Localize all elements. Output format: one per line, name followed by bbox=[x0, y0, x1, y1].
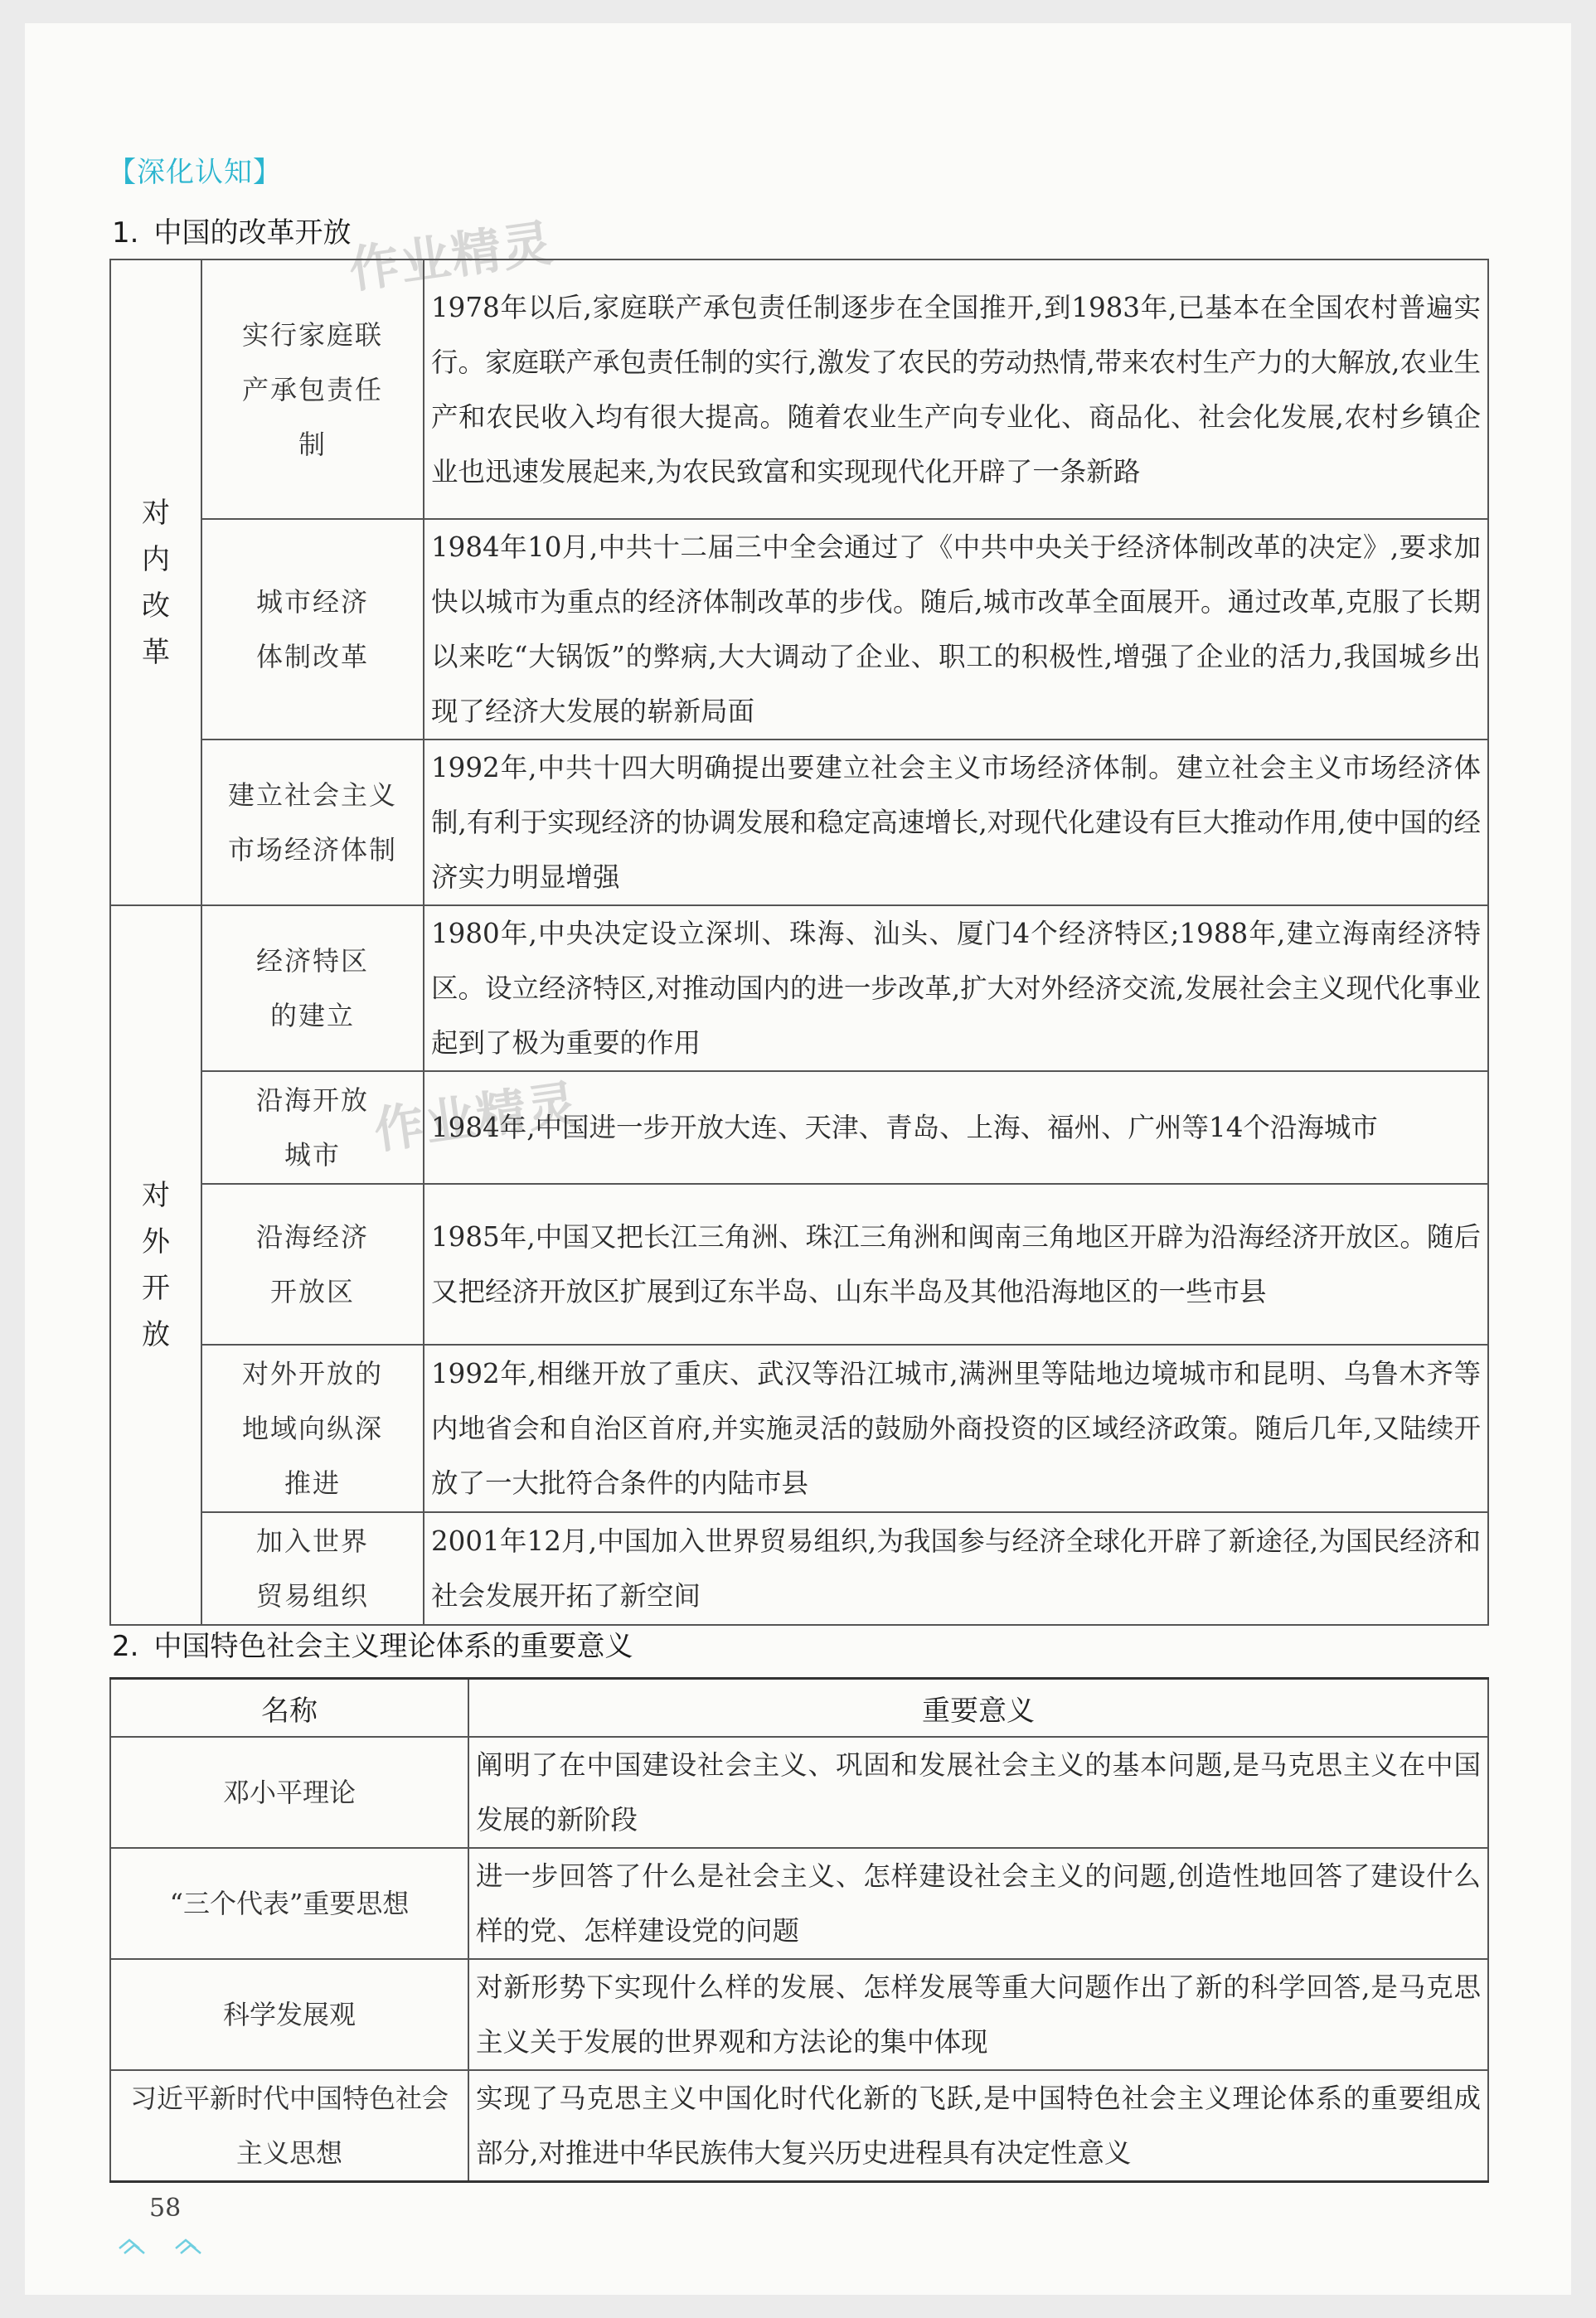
row-text: 1992年,中共十四大明确提出要建立社会主义市场经济体制。建立社会主义市场经济体制,有利于实现经济的协调发展和稳定高速增长,对现代化建设有巨大推动作用,使中国的经济实力明显增强 bbox=[424, 740, 1488, 905]
row-label: 对外开放的地域向纵深推进 bbox=[201, 1345, 424, 1512]
theory-significance-table bbox=[109, 1677, 1489, 2183]
theory-meaning: 对新形势下实现什么样的发展、怎样发展等重大问题作出了新的科学回答,是马克思主义关于发展的世界观和方法论的集中体现 bbox=[468, 1959, 1488, 2070]
column-header-name: 名称 bbox=[110, 1679, 468, 1738]
row-text: 1985年,中国又把长江三角洲、珠江三角洲和闽南三角地区开辟为沿海经济开放区。随后又把经济开放区扩展到辽东半岛、山东半岛及其他沿海地区的一些市县 bbox=[424, 1184, 1488, 1345]
section2-heading bbox=[112, 1623, 633, 1664]
theory-name: 习近平新时代中国特色社会主义思想 bbox=[110, 2070, 468, 2182]
table-row bbox=[110, 1071, 1488, 1184]
row-label: 经济特区的建立 bbox=[201, 905, 424, 1071]
table-row bbox=[110, 740, 1488, 905]
category-cell: 对外开放 bbox=[110, 905, 201, 1625]
section2-number: 2. bbox=[112, 1630, 139, 1663]
row-text: 2001年12月,中国加入世界贸易组织,为我国参与经济全球化开辟了新途径,为国民经济和社会发展开拓了新空间 bbox=[424, 1512, 1488, 1625]
page-number: 58 bbox=[149, 2194, 182, 2223]
table-row bbox=[110, 1737, 1488, 1848]
section1-heading bbox=[112, 210, 351, 250]
table-row bbox=[110, 2070, 1488, 2182]
reform-opening-table bbox=[109, 259, 1489, 1626]
row-label: 城市经济体制改革 bbox=[201, 519, 424, 740]
section-tag: 【深化认知】 bbox=[108, 156, 282, 189]
section1-number: 1. bbox=[112, 216, 139, 250]
theory-meaning: 进一步回答了什么是社会主义、怎样建设社会主义的问题,创造性地回答了建设什么样的党、怎样建设党的问题 bbox=[468, 1848, 1488, 1959]
row-label: 沿海开放城市 bbox=[201, 1071, 424, 1184]
row-label: 加入世界贸易组织 bbox=[201, 1512, 424, 1625]
theory-name: “三个代表”重要思想 bbox=[110, 1848, 468, 1959]
row-text: 1984年10月,中共十二届三中全会通过了《中共中央关于经济体制改革的决定》,要求加快以城市为重点的经济体制改革的步伐。随后,城市改革全面展开。通过改革,克服了长期以来吃“大锅饭”的弊病,大大调动了企业、职工的积极性,增强了企业的活力,我国城乡出现了经济大发展的崭新局面 bbox=[424, 519, 1488, 740]
table-row bbox=[110, 1512, 1488, 1625]
row-label: 建立社会主义市场经济体制 bbox=[201, 740, 424, 905]
theory-meaning: 实现了马克思主义中国化时代化新的飞跃,是中国特色社会主义理论体系的重要组成部分,对推进中华民族伟大复兴历史进程具有决定性意义 bbox=[468, 2070, 1488, 2182]
row-label: 沿海经济开放区 bbox=[201, 1184, 424, 1345]
section1-title: 中国的改革开放 bbox=[153, 216, 352, 250]
row-text: 1980年,中央决定设立深圳、珠海、汕头、厦门4个经济特区;1988年,建立海南经济特区。设立经济特区,对推动国内的进一步改革,扩大对外经济交流,发展社会主义现代化事业起到了极为重要的作用 bbox=[424, 905, 1488, 1071]
table-row bbox=[110, 1345, 1488, 1512]
table-row bbox=[110, 1848, 1488, 1959]
category-cell: 对内改革 bbox=[110, 259, 201, 905]
table-header-row bbox=[110, 1679, 1488, 1738]
row-text: 1992年,相继开放了重庆、武汉等沿江城市,满洲里等陆地边境城市和昆明、乌鲁木齐等内地省会和自治区首府,并实施灵活的鼓励外商投资的区域经济政策。随后几年,又陆续开放了一大批符合条件的内陆市县 bbox=[424, 1345, 1488, 1512]
theory-meaning: 阐明了在中国建设社会主义、巩固和发展社会主义的基本问题,是马克思主义在中国发展的新阶段 bbox=[468, 1737, 1488, 1848]
table-row bbox=[110, 1184, 1488, 1345]
column-header-meaning: 重要意义 bbox=[468, 1679, 1488, 1738]
row-text: 1978年以后,家庭联产承包责任制逐步在全国推开,到1983年,已基本在全国农村普遍实行。家庭联产承包责任制的实行,激发了农民的劳动热情,带来农村生产力的大解放,农业生产和农民收入均有很大提高。随着农业生产向专业化、商品化、社会化发展,农村乡镇企业也迅速发展起来,为农民致富和实现现代化开辟了一条新路 bbox=[424, 259, 1488, 519]
theory-name: 邓小平理论 bbox=[110, 1737, 468, 1848]
theory-name: 科学发展观 bbox=[110, 1959, 468, 2070]
watermark: 作业精灵 bbox=[371, 1074, 583, 1161]
watermark: 作业精灵 bbox=[346, 214, 558, 300]
footer-wave-decoration bbox=[118, 2232, 217, 2257]
table-row bbox=[110, 259, 1488, 519]
table-row bbox=[110, 1959, 1488, 2070]
table-row bbox=[110, 519, 1488, 740]
row-text: 1984年,中国进一步开放大连、天津、青岛、上海、福州、广州等14个沿海城市 bbox=[424, 1071, 1488, 1184]
row-label: 实行家庭联产承包责任制 bbox=[201, 259, 424, 519]
section2-title: 中国特色社会主义理论体系的重要意义 bbox=[153, 1630, 633, 1663]
table-row bbox=[110, 905, 1488, 1071]
